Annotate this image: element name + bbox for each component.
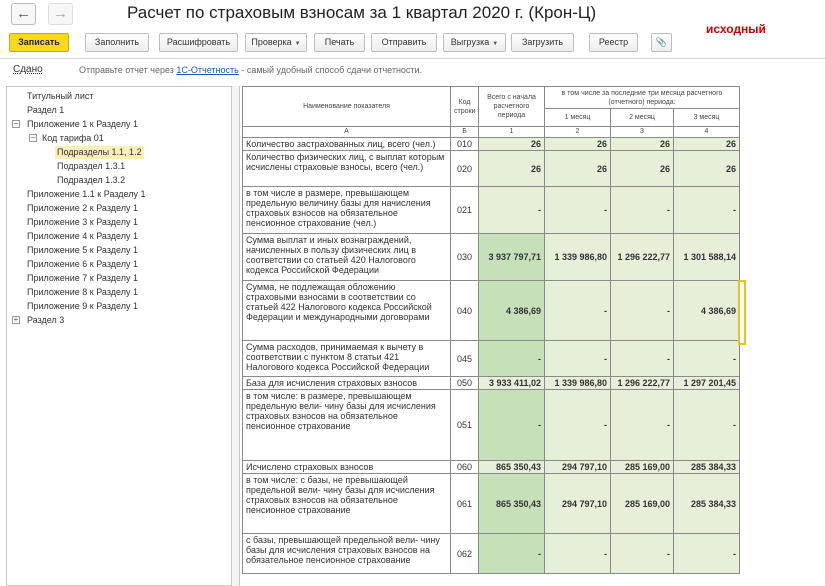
month-value-cell[interactable]: - bbox=[611, 187, 674, 234]
month-value-cell[interactable]: 285 384,33 bbox=[674, 474, 740, 534]
row-code: 062 bbox=[451, 534, 479, 574]
tree-item[interactable]: Подразделы 1.1, 1.2 bbox=[57, 147, 142, 157]
info-bar bbox=[0, 58, 825, 82]
header-month-3: 3 месяц bbox=[674, 109, 740, 127]
reporting-link[interactable]: 1С-Отчетность bbox=[176, 65, 239, 75]
month-value-cell[interactable]: - bbox=[545, 187, 611, 234]
row-name: Исчислено страховых взносов bbox=[243, 461, 451, 474]
tree-item[interactable]: Титульный лист bbox=[27, 91, 94, 101]
toolbar bbox=[0, 33, 825, 53]
table-row bbox=[243, 390, 740, 461]
row-code: 050 bbox=[451, 377, 479, 390]
month-value-cell[interactable]: - bbox=[674, 534, 740, 574]
month-value-cell[interactable]: - bbox=[545, 390, 611, 461]
collapse-icon[interactable]: − bbox=[13, 119, 19, 128]
check-label: Проверка bbox=[251, 37, 292, 47]
table-row bbox=[243, 534, 740, 574]
expand-icon[interactable]: + bbox=[13, 315, 19, 324]
total-value-cell[interactable]: 4 386,69 bbox=[479, 281, 545, 341]
row-name: Сумма расходов, принимаемая к вычету в соответствии с пунктом 8 статьи 421 Налогового кодекса Российской Федерации bbox=[243, 341, 451, 377]
total-value-cell[interactable]: 26 bbox=[479, 138, 545, 151]
row-code: 051 bbox=[451, 390, 479, 461]
month-value-cell[interactable]: 1 339 986,80 bbox=[545, 377, 611, 390]
info-text-before: Отправьте отчет через bbox=[79, 65, 177, 75]
table-row bbox=[243, 341, 740, 377]
section-tree bbox=[6, 86, 231, 586]
total-value-cell[interactable]: 3 937 797,71 bbox=[479, 234, 545, 281]
header-month-2: 2 месяц bbox=[611, 109, 674, 127]
month-value-cell[interactable]: - bbox=[674, 341, 740, 377]
header-code: Код строки bbox=[451, 87, 479, 127]
row-name: в том числе: в размере, превышающем предельную вели- чину базы для исчисления страховых взносов на обязательное пенсионное страхование bbox=[243, 390, 451, 461]
check-button[interactable] bbox=[245, 33, 307, 52]
month-value-cell[interactable]: 285 169,00 bbox=[611, 474, 674, 534]
tree-item[interactable]: Приложение 4 к Разделу 1 bbox=[27, 231, 138, 241]
total-value-cell[interactable]: 865 350,43 bbox=[479, 461, 545, 474]
table-row bbox=[243, 281, 740, 341]
row-code: 010 bbox=[451, 138, 479, 151]
chevron-down-icon: ▼ bbox=[492, 41, 499, 47]
report-grid bbox=[242, 86, 740, 586]
row-name: Количество физических лиц, с выплат которым исчислены страховые взносы, всего (чел.) bbox=[243, 151, 451, 187]
column-letter: 1 bbox=[479, 127, 545, 138]
row-name: Сумма, не подлежащая обложению страховыми взносами в соответствии со статьей 422 Налогового кодекса Российской Федерации и международными договорами bbox=[243, 281, 451, 341]
info-text bbox=[79, 65, 422, 75]
row-code: 061 bbox=[451, 474, 479, 534]
tree-item[interactable]: Код тарифа 01 bbox=[42, 133, 104, 143]
month-value-cell[interactable]: - bbox=[674, 187, 740, 234]
send-button[interactable]: Отправить bbox=[371, 33, 437, 52]
tree-item[interactable]: Раздел 3 bbox=[27, 315, 65, 325]
panel-splitter[interactable] bbox=[231, 86, 240, 586]
paperclip-icon: 📎 bbox=[655, 37, 668, 47]
row-code: 020 bbox=[451, 151, 479, 187]
tree-item[interactable]: Приложение 7 к Разделу 1 bbox=[27, 273, 138, 283]
row-code: 040 bbox=[451, 281, 479, 341]
month-value-cell[interactable]: 285 384,33 bbox=[674, 461, 740, 474]
chevron-down-icon: ▼ bbox=[294, 41, 301, 47]
row-name: с базы, превышающей предельной вели- чину базы для исчисления страховых взносов на обязательное пенсионное страхование bbox=[243, 534, 451, 574]
month-value-cell[interactable]: - bbox=[611, 281, 674, 341]
total-value-cell[interactable]: - bbox=[479, 390, 545, 461]
tree-item[interactable]: Приложение 1.1 к Разделу 1 bbox=[27, 189, 146, 199]
tree-item[interactable]: Приложение 1 к Разделу 1 bbox=[27, 119, 138, 129]
status-link[interactable]: Сдано bbox=[13, 64, 43, 75]
tree-item[interactable]: Приложение 5 к Разделу 1 bbox=[27, 245, 138, 255]
collapse-icon[interactable]: − bbox=[30, 133, 36, 142]
row-name: Сумма выплат и иных вознаграждений, начисленных в пользу физических лиц в соответствии со статьей 420 Налогового кодекса Российской Федерации bbox=[243, 234, 451, 281]
total-value-cell[interactable]: 3 933 411,02 bbox=[479, 377, 545, 390]
month-value-cell[interactable]: - bbox=[611, 534, 674, 574]
total-value-cell[interactable]: 26 bbox=[479, 151, 545, 187]
back-arrow-icon[interactable]: ← bbox=[11, 3, 36, 25]
row-code: 045 bbox=[451, 341, 479, 377]
month-value-cell[interactable]: 1 297 201,45 bbox=[674, 377, 740, 390]
tree-item[interactable]: Приложение 2 к Разделу 1 bbox=[27, 203, 138, 213]
attachment-button[interactable] bbox=[651, 33, 672, 52]
month-value-cell[interactable]: 1 301 588,14 bbox=[674, 234, 740, 281]
info-text-after: - самый удобный способ сдачи отчетности. bbox=[238, 65, 423, 75]
import-button[interactable]: Загрузить bbox=[511, 33, 574, 52]
forward-arrow-icon[interactable]: → bbox=[48, 3, 73, 25]
tree-item[interactable]: Раздел 1 bbox=[27, 105, 65, 115]
month-value-cell[interactable]: - bbox=[611, 390, 674, 461]
tree-item[interactable]: Приложение 3 к Разделу 1 bbox=[27, 217, 138, 227]
header-name: Наименование показателя bbox=[243, 87, 451, 127]
month-value-cell[interactable]: - bbox=[545, 341, 611, 377]
total-value-cell[interactable]: - bbox=[479, 341, 545, 377]
table-row bbox=[243, 151, 740, 187]
tree-item[interactable]: Приложение 8 к Разделу 1 bbox=[27, 287, 138, 297]
row-code: 021 bbox=[451, 187, 479, 234]
month-value-cell[interactable]: - bbox=[545, 281, 611, 341]
table-row bbox=[243, 187, 740, 234]
row-name: в том числе: с базы, не превышающей предельной вели- чину базы для исчисления страховых взносов на обязательное пенсионное страхование bbox=[243, 474, 451, 534]
month-value-cell[interactable]: - bbox=[545, 534, 611, 574]
month-value-cell[interactable]: 294 797,10 bbox=[545, 461, 611, 474]
row-name: База для исчисления страховых взносов bbox=[243, 377, 451, 390]
header-last-three: в том числе за последние три месяца расчетного (отчетного) периода: bbox=[545, 87, 740, 109]
page-title: Расчет по страховым взносам за 1 квартал 2020 г. (Крон-Ц) bbox=[127, 3, 597, 22]
column-letter: А bbox=[243, 127, 451, 138]
month-value-cell[interactable]: 1 339 986,80 bbox=[545, 234, 611, 281]
tree-item[interactable]: Подраздел 1.3.2 bbox=[57, 175, 126, 185]
month-value-cell[interactable]: 285 169,00 bbox=[611, 461, 674, 474]
selected-cell-frame bbox=[738, 280, 746, 345]
total-value-cell[interactable]: - bbox=[479, 534, 545, 574]
column-letter: Б bbox=[451, 127, 479, 138]
table-row bbox=[243, 461, 740, 474]
month-value-cell[interactable]: 1 296 222,77 bbox=[611, 234, 674, 281]
status-mark: исходный bbox=[706, 22, 766, 36]
print-button[interactable]: Печать bbox=[314, 33, 365, 52]
month-value-cell[interactable]: - bbox=[611, 341, 674, 377]
table-row bbox=[243, 234, 740, 281]
decode-button[interactable]: Расшифровать bbox=[159, 33, 238, 52]
export-button[interactable] bbox=[443, 33, 506, 52]
total-value-cell[interactable]: - bbox=[479, 187, 545, 234]
fill-button[interactable]: Заполнить bbox=[85, 33, 149, 52]
row-name: Количество застрахованных лиц, всего (чел.) bbox=[243, 138, 451, 151]
table-row bbox=[243, 138, 740, 151]
registry-button[interactable]: Реестр bbox=[589, 33, 638, 52]
month-value-cell[interactable]: 26 bbox=[611, 138, 674, 151]
column-letter: 4 bbox=[674, 127, 740, 138]
tree-item[interactable]: Подраздел 1.3.1 bbox=[57, 161, 126, 171]
row-code: 030 bbox=[451, 234, 479, 281]
month-value-cell[interactable]: 26 bbox=[545, 138, 611, 151]
month-value-cell[interactable]: 26 bbox=[545, 151, 611, 187]
export-label: Выгрузка bbox=[450, 37, 490, 47]
month-value-cell[interactable]: 1 296 222,77 bbox=[611, 377, 674, 390]
title-bar bbox=[0, 0, 825, 36]
month-value-cell[interactable]: 26 bbox=[674, 138, 740, 151]
row-name: в том числе в размере, превышающем предельную величину базы для начисления страховых взносов на обязательное пенсионное страхование (чел.) bbox=[243, 187, 451, 234]
table-row bbox=[243, 377, 740, 390]
column-letter: 3 bbox=[611, 127, 674, 138]
table-row bbox=[243, 474, 740, 534]
tree-item[interactable]: Приложение 9 к Разделу 1 bbox=[27, 301, 138, 311]
month-value-cell[interactable]: 26 bbox=[611, 151, 674, 187]
header-since-start: Всего с начала расчетного периода bbox=[479, 87, 545, 127]
tree-item[interactable]: Приложение 6 к Разделу 1 bbox=[27, 259, 138, 269]
month-value-cell[interactable]: 26 bbox=[674, 151, 740, 187]
save-button[interactable]: Записать bbox=[9, 33, 69, 52]
header-month-1: 1 месяц bbox=[545, 109, 611, 127]
column-letter: 2 bbox=[545, 127, 611, 138]
month-value-cell[interactable]: - bbox=[674, 390, 740, 461]
month-value-cell[interactable]: 4 386,69 bbox=[674, 281, 740, 341]
total-value-cell[interactable]: 865 350,43 bbox=[479, 474, 545, 534]
row-code: 060 bbox=[451, 461, 479, 474]
month-value-cell[interactable]: 294 797,10 bbox=[545, 474, 611, 534]
